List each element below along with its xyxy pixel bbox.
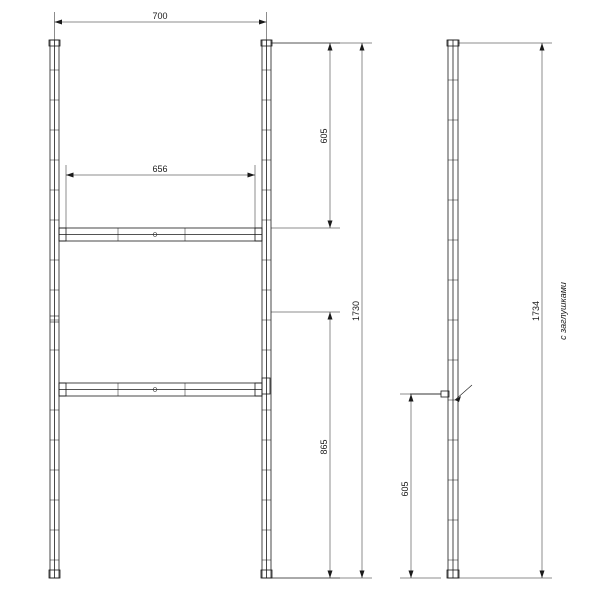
dim-inner-width [66,165,255,228]
side-post [447,40,459,578]
note-label: с заглушками [558,282,568,340]
dimension-lines [55,12,553,578]
front-upper-beam [59,228,262,241]
beam-centre-marks [118,228,185,396]
front-left-post [50,40,59,578]
dim-upper-bay [271,43,340,228]
dim-label-total-height: 1730 [351,300,361,322]
dim-label-side-lower: 605 [400,481,410,497]
side-leader [455,385,472,402]
dim-label-top-width: 700 [152,11,168,21]
dim-label-side-height: 1734 [531,300,541,322]
post-foot-caps [49,40,272,578]
front-lower-beam [59,383,262,396]
front-right-post [262,40,271,578]
dim-label-inner-width: 656 [152,164,168,174]
beam-brackets [59,228,270,396]
post-perforations [50,70,271,560]
dim-label-upper-bay: 605 [319,128,329,144]
dim-lower-bay [271,312,340,578]
dim-label-lower-bay: 865 [319,439,329,455]
